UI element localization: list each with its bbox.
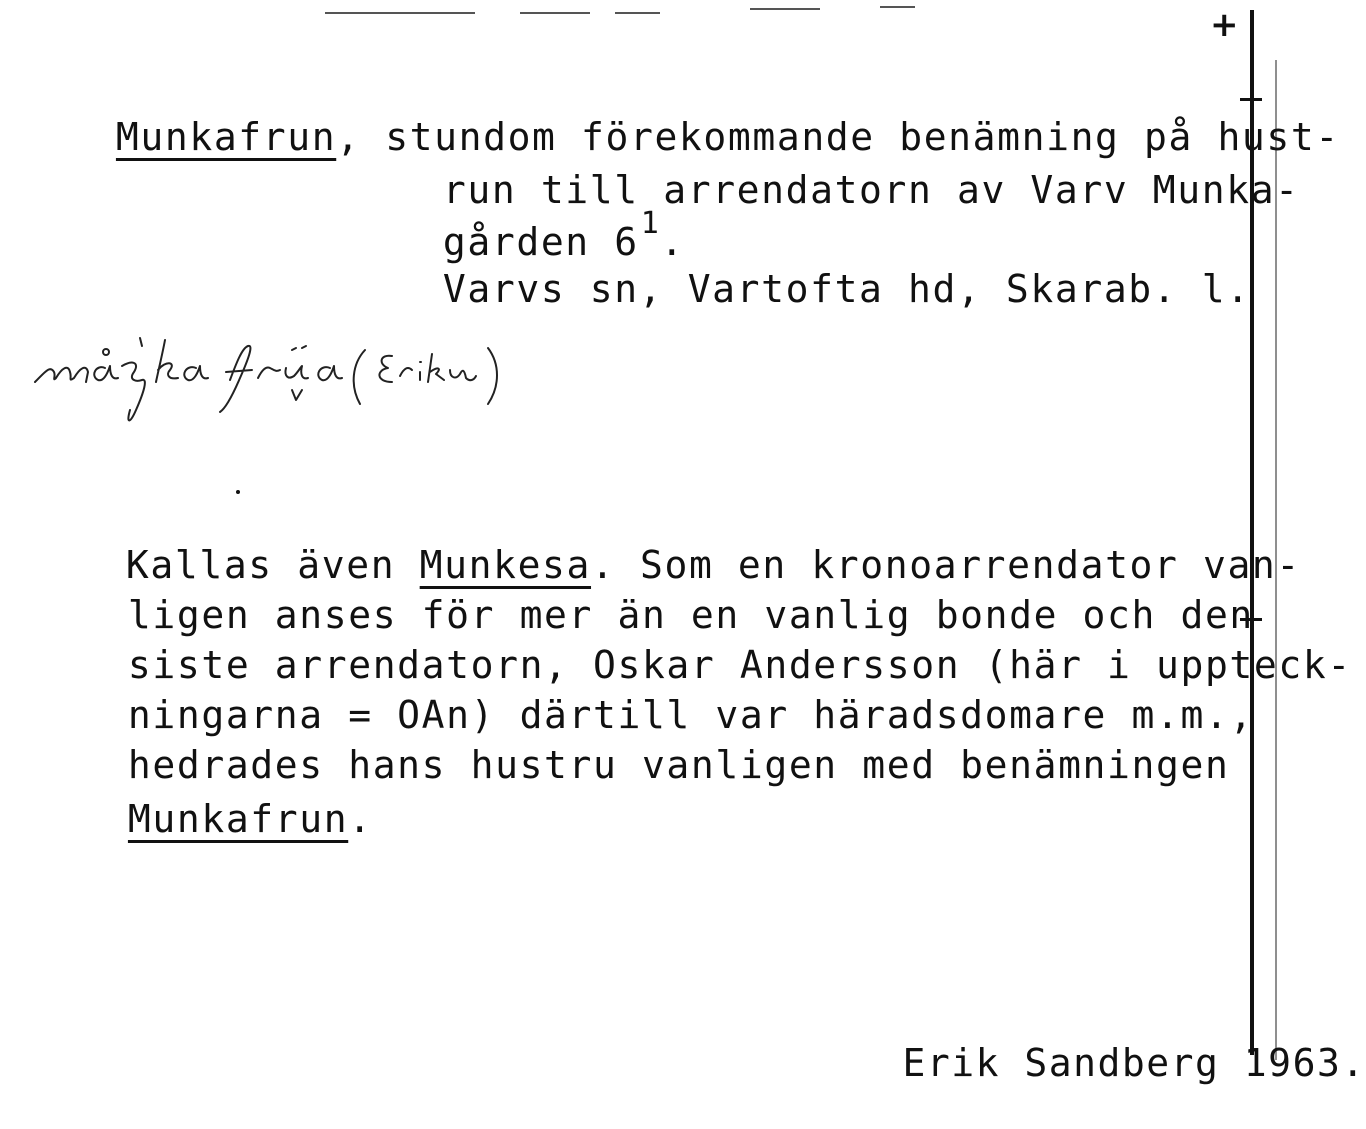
body-text: ningarna = OAn) därtill var häradsdomare m.m., — [127, 693, 1254, 737]
body-text: . — [348, 797, 373, 841]
variant-term: Munkesa — [419, 543, 592, 587]
signature-text: Erik Sandberg 1963. — [902, 1041, 1366, 1085]
body-text: hedrades hans hustru vanligen med benämningen — [127, 743, 1230, 787]
stray-dot — [236, 490, 240, 494]
scan-artifact-line — [325, 12, 475, 14]
definition-text: gården 6 — [442, 220, 639, 264]
scan-artifact-line — [750, 8, 820, 10]
headword-repeat: Munkafrun — [127, 797, 349, 841]
location-text: Varvs sn, Vartofta hd, Skarab. l. — [442, 267, 1251, 311]
scan-artifact-line — [520, 12, 590, 14]
definition-text: run till — [442, 168, 639, 212]
definition-text: . — [660, 220, 685, 264]
body-text: siste arrendatorn, Oskar Andersson (här i uppteck- — [127, 643, 1352, 687]
scan-artifact-line — [615, 12, 660, 14]
signature — [805, 997, 1366, 1129]
definition-text: , stundom förekommande benämning på hust- — [336, 115, 1340, 159]
scan-artifact-line — [880, 6, 915, 8]
footnote-superscript: 1 — [640, 206, 661, 241]
headword: Munkafrun — [115, 115, 337, 159]
plus-icon: + — [1210, 5, 1239, 45]
handwritten-annotation — [30, 320, 690, 440]
body-text: . Som en kronoarrendator van- — [591, 543, 1301, 587]
body-text: ligen anses för mer än en vanlig bonde och den — [127, 593, 1254, 637]
body-text: Kallas även — [125, 543, 420, 587]
body-line-6 — [30, 762, 373, 876]
definition-text: arrendatorn av Varv Munka- — [663, 168, 1300, 212]
